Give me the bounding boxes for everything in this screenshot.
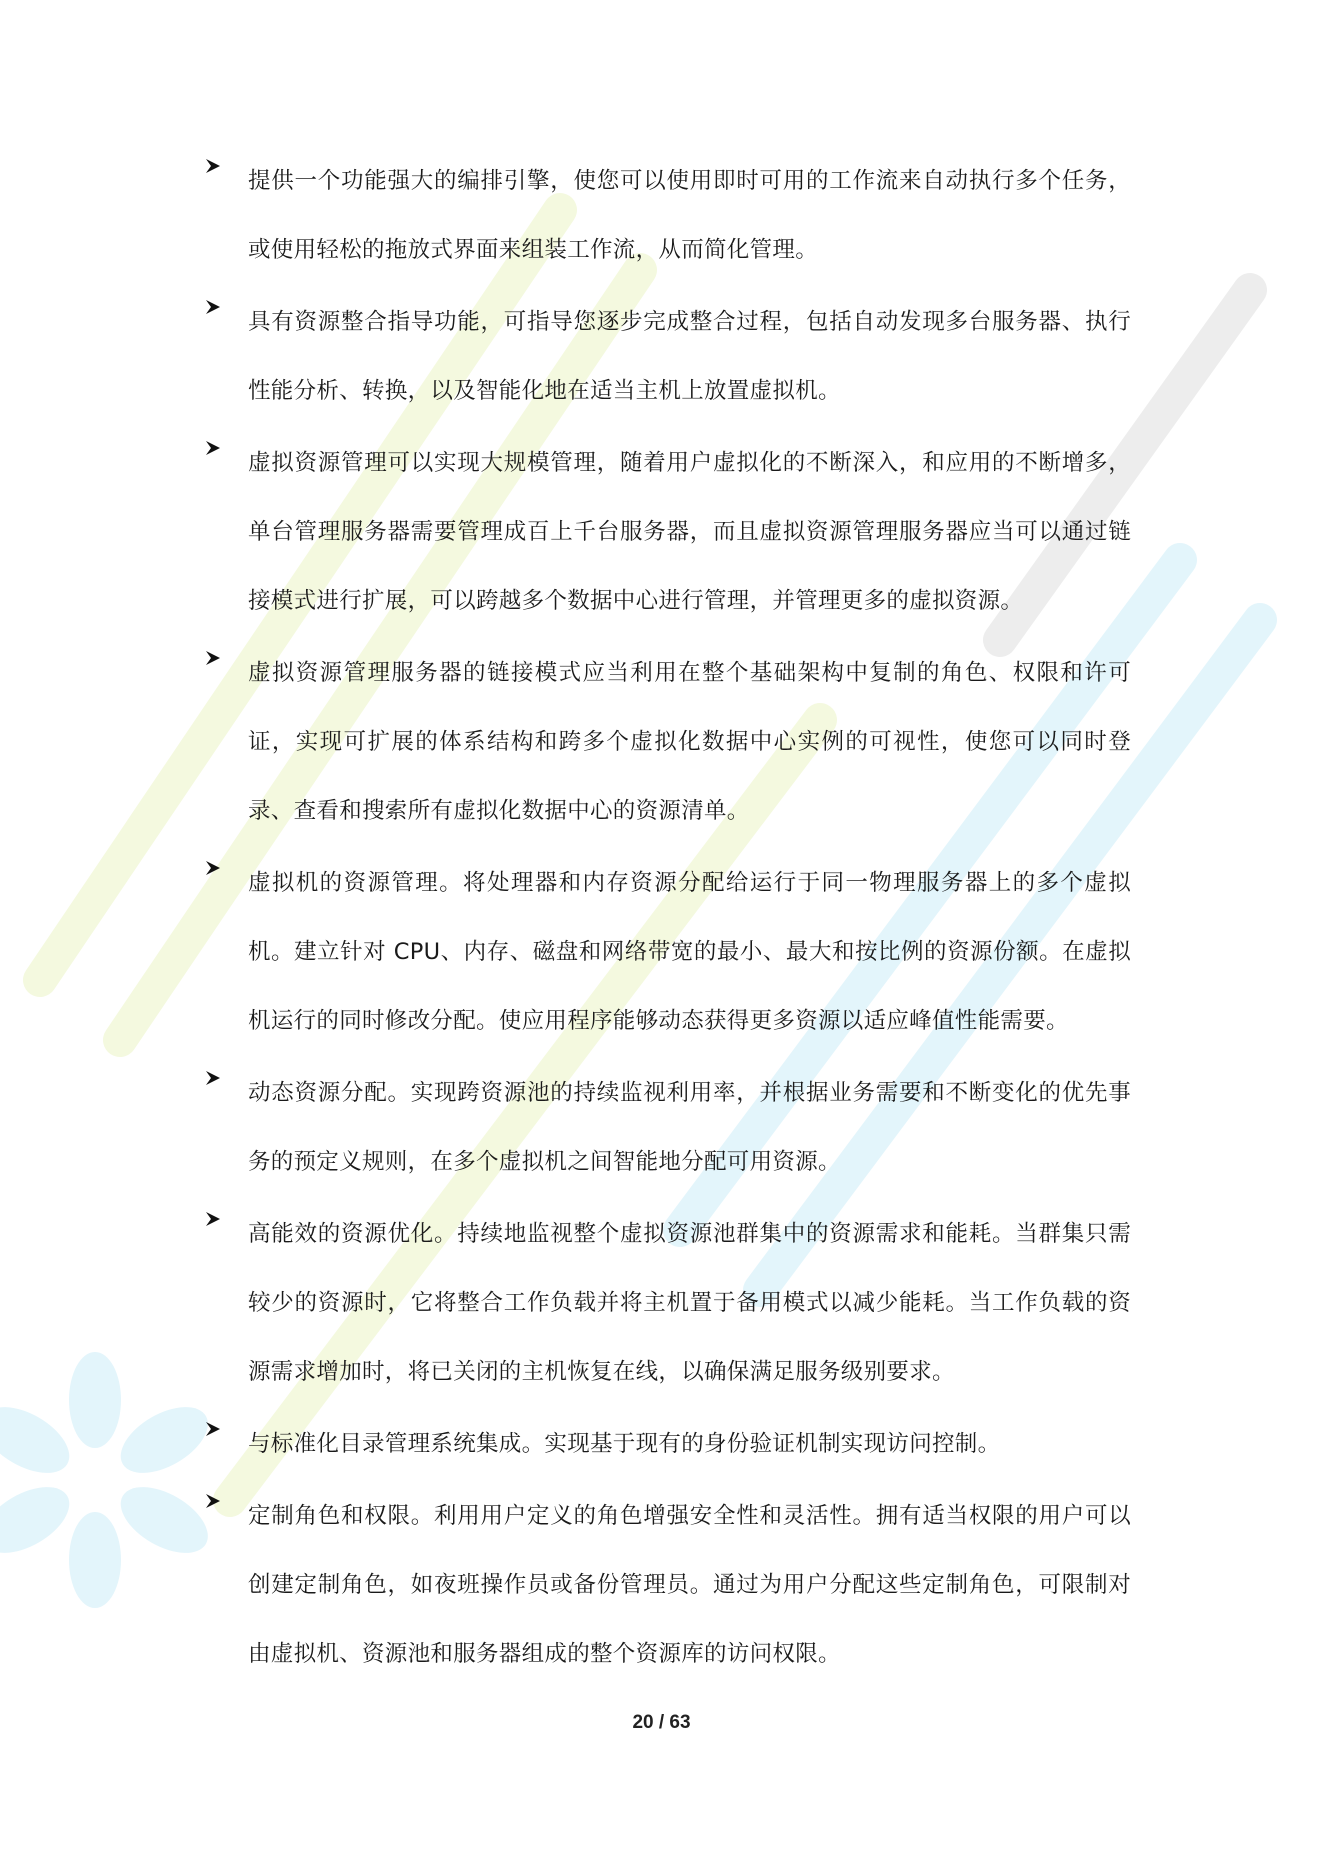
list-item	[196, 429, 1131, 636]
arrow-bullet-icon	[204, 649, 222, 667]
list-item	[196, 147, 1131, 285]
list-item-text: 虚拟机的资源管理。将处理器和内存资源分配给运行于同一物理服务器上的多个虚拟机。建立针对 CPU、内存、磁盘和网络带宽的最小、最大和按比例的资源份额。在虚拟机运行的同时修改分配。使应用程序能够动态获得更多资源以适应峰值性能需要。	[248, 870, 1131, 1034]
list-item-text: 具有资源整合指导功能，可指导您逐步完成整合过程，包括自动发现多台服务器、执行性能分析、转换，以及智能化地在适当主机上放置虚拟机。	[248, 309, 1131, 404]
list-item	[196, 288, 1131, 426]
list-item	[196, 849, 1131, 1056]
arrow-bullet-icon	[204, 157, 222, 175]
list-item-text: 动态资源分配。实现跨资源池的持续监视利用率，并根据业务需要和不断变化的优先事务的预定义规则，在多个虚拟机之间智能地分配可用资源。	[248, 1080, 1131, 1175]
arrow-bullet-icon	[204, 1420, 222, 1438]
list-item-text: 虚拟资源管理服务器的链接模式应当利用在整个基础架构中复制的角色、权限和许可证，实现可扩展的体系结构和跨多个虚拟化数据中心实例的可视性，使您可以同时登录、查看和搜索所有虚拟化数据中心的资源清单。	[248, 660, 1131, 824]
list-item	[196, 1059, 1131, 1197]
list-item	[196, 1482, 1131, 1689]
list-item-text: 提供一个功能强大的编排引擎，使您可以使用即时可用的工作流来自动执行多个任务，或使用轻松的拖放式界面来组装工作流，从而简化管理。	[248, 168, 1131, 263]
page-number: 20 / 63	[632, 1712, 691, 1733]
arrow-bullet-icon	[204, 298, 222, 316]
list-item-text: 定制角色和权限。利用用户定义的角色增强安全性和灵活性。拥有适当权限的用户可以创建定制角色，如夜班操作员或备份管理员。通过为用户分配这些定制角色，可限制对由虚拟机、资源池和服务器组成的整个资源库的访问权限。	[248, 1503, 1131, 1667]
watermark-flower-logo	[0, 1352, 219, 1608]
arrow-bullet-icon	[204, 1069, 222, 1087]
document-body	[196, 168, 1131, 1713]
arrow-bullet-icon	[204, 859, 222, 877]
list-item	[196, 1200, 1131, 1407]
list-item-text: 与标准化目录管理系统集成。实现基于现有的身份验证机制实现访问控制。	[248, 1431, 1001, 1457]
list-item-text: 高能效的资源优化。持续地监视整个虚拟资源池群集中的资源需求和能耗。当群集只需较少的资源时，它将整合工作负载并将主机置于备用模式以减少能耗。当工作负载的资源需求增加时，将已关闭的主机恢复在线，以确保满足服务级别要求。	[248, 1221, 1131, 1385]
list-item-text: 虚拟资源管理可以实现大规模管理，随着用户虚拟化的不断深入，和应用的不断增多，单台管理服务器需要管理成百上千台服务器，而且虚拟资源管理服务器应当可以通过链接模式进行扩展，可以跨越多个数据中心进行管理，并管理更多的虚拟资源。	[248, 450, 1131, 614]
arrow-bullet-icon	[204, 1210, 222, 1228]
arrow-bullet-icon	[204, 439, 222, 457]
arrow-bullet-icon	[204, 1492, 222, 1510]
list-item	[196, 639, 1131, 846]
list-item	[196, 1410, 1131, 1479]
